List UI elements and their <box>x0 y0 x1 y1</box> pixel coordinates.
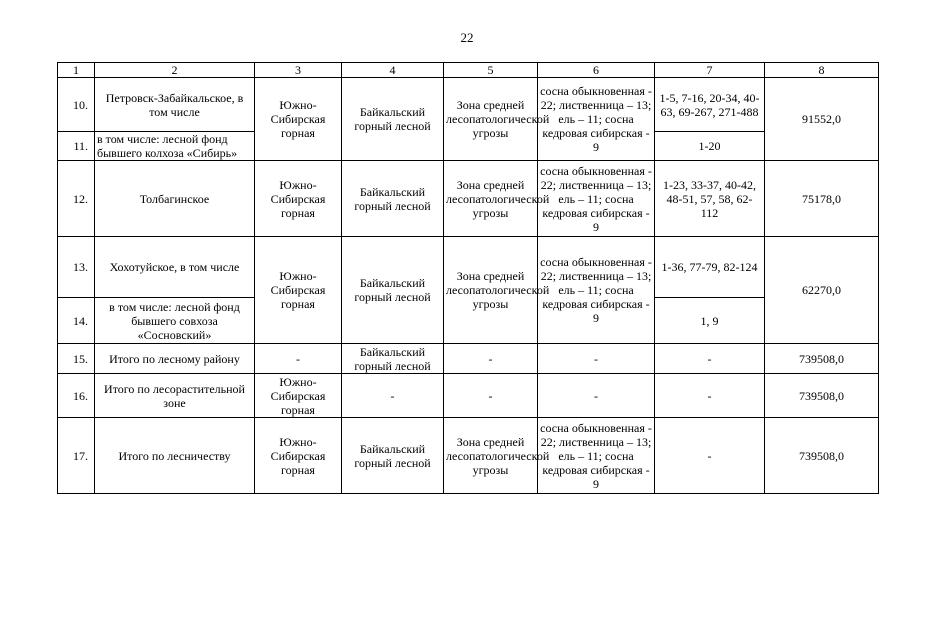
forestry-name: Итого по лесному району <box>95 344 255 374</box>
quarter-numbers: 1-20 <box>655 132 765 161</box>
threat-zone: Зона средней лесопатологической угрозы <box>444 161 538 237</box>
area-value: 62270,0 <box>765 237 879 344</box>
area-value: 739508,0 <box>765 374 879 418</box>
row-number: 16. <box>58 374 95 418</box>
quarter-numbers: 1-23, 33-37, 40-42, 48-51, 57, 58, 62-112 <box>655 161 765 237</box>
row-number: 10. <box>58 78 95 132</box>
tree-species: - <box>538 374 655 418</box>
header-cell: 2 <box>95 63 255 78</box>
forest-region: Байкальский горный лесной <box>342 237 444 344</box>
threat-zone: - <box>444 374 538 418</box>
forest-region: Байкальский горный лесной <box>342 344 444 374</box>
threat-zone: Зона средней лесопатологической угрозы <box>444 418 538 494</box>
row-number: 13. <box>58 237 95 298</box>
header-cell: 6 <box>538 63 655 78</box>
quarter-numbers: 1, 9 <box>655 298 765 344</box>
forestry-name: Хохотуйское, в том числе <box>95 237 255 298</box>
vegetation-zone: Южно-Сибирская горная <box>255 161 342 237</box>
vegetation-zone: Южно-Сибирская горная <box>255 374 342 418</box>
area-value: 91552,0 <box>765 78 879 161</box>
header-cell: 8 <box>765 63 879 78</box>
table-row <box>58 374 879 418</box>
header-cell: 3 <box>255 63 342 78</box>
threat-zone: Зона средней лесопатологической угрозы <box>444 78 538 161</box>
header-cell: 5 <box>444 63 538 78</box>
table-header-row <box>58 63 879 78</box>
header-cell: 4 <box>342 63 444 78</box>
quarter-numbers: - <box>655 418 765 494</box>
header-cell: 1 <box>58 63 95 78</box>
tree-species: сосна обыкновенная - 22; лиственница – 13; ель – 11; сосна кедровая сибирская - 9 <box>538 161 655 237</box>
row-number: 15. <box>58 344 95 374</box>
row-number: 11. <box>58 132 95 161</box>
tree-species: сосна обыкновенная - 22; лиственница – 13; ель – 11; сосна кедровая сибирская - 9 <box>538 237 655 344</box>
area-value: 739508,0 <box>765 418 879 494</box>
tree-species: сосна обыкновенная - 22; лиственница – 13; ель – 11; сосна кедровая сибирская - 9 <box>538 418 655 494</box>
forestry-name: в том числе: лесной фонд бывшего колхоза «Сибирь» <box>95 132 255 161</box>
row-number: 17. <box>58 418 95 494</box>
row-number: 14. <box>58 298 95 344</box>
vegetation-zone: - <box>255 344 342 374</box>
forest-region: Байкальский горный лесной <box>342 78 444 161</box>
page-number: 22 <box>460 30 474 45</box>
table-row <box>58 161 879 237</box>
tree-species: сосна обыкновенная - 22; лиственница – 13; ель – 11; сосна кедровая сибирская - 9 <box>538 78 655 161</box>
quarter-numbers: - <box>655 344 765 374</box>
forestry-name: Итого по лесничеству <box>95 418 255 494</box>
forest-region: Байкальский горный лесной <box>342 418 444 494</box>
threat-zone: - <box>444 344 538 374</box>
table-row <box>58 237 879 298</box>
forestry-name: Итого по лесорастительной зоне <box>95 374 255 418</box>
area-value: 739508,0 <box>765 344 879 374</box>
forest-region: Байкальский горный лесной <box>342 161 444 237</box>
quarter-numbers: 1-36, 77-79, 82-124 <box>655 237 765 298</box>
vegetation-zone: Южно-Сибирская горная <box>255 237 342 344</box>
header-cell: 7 <box>655 63 765 78</box>
tree-species: - <box>538 344 655 374</box>
forestry-name: Петровск-Забайкальское, в том числе <box>95 78 255 132</box>
row-number: 12. <box>58 161 95 237</box>
table-row <box>58 418 879 494</box>
forestry-name: в том числе: лесной фонд бывшего совхоза «Сосновский» <box>95 298 255 344</box>
quarter-numbers: - <box>655 374 765 418</box>
table-row <box>58 344 879 374</box>
quarter-numbers: 1-5, 7-16, 20-34, 40-63, 69-267, 271-488 <box>655 78 765 132</box>
area-value: 75178,0 <box>765 161 879 237</box>
vegetation-zone: Южно-Сибирская горная <box>255 78 342 161</box>
threat-zone: Зона средней лесопатологической угрозы <box>444 237 538 344</box>
table-row <box>58 78 879 132</box>
forestry-name: Толбагинское <box>95 161 255 237</box>
forestry-table <box>57 62 879 494</box>
forest-region: - <box>342 374 444 418</box>
vegetation-zone: Южно-Сибирская горная <box>255 418 342 494</box>
